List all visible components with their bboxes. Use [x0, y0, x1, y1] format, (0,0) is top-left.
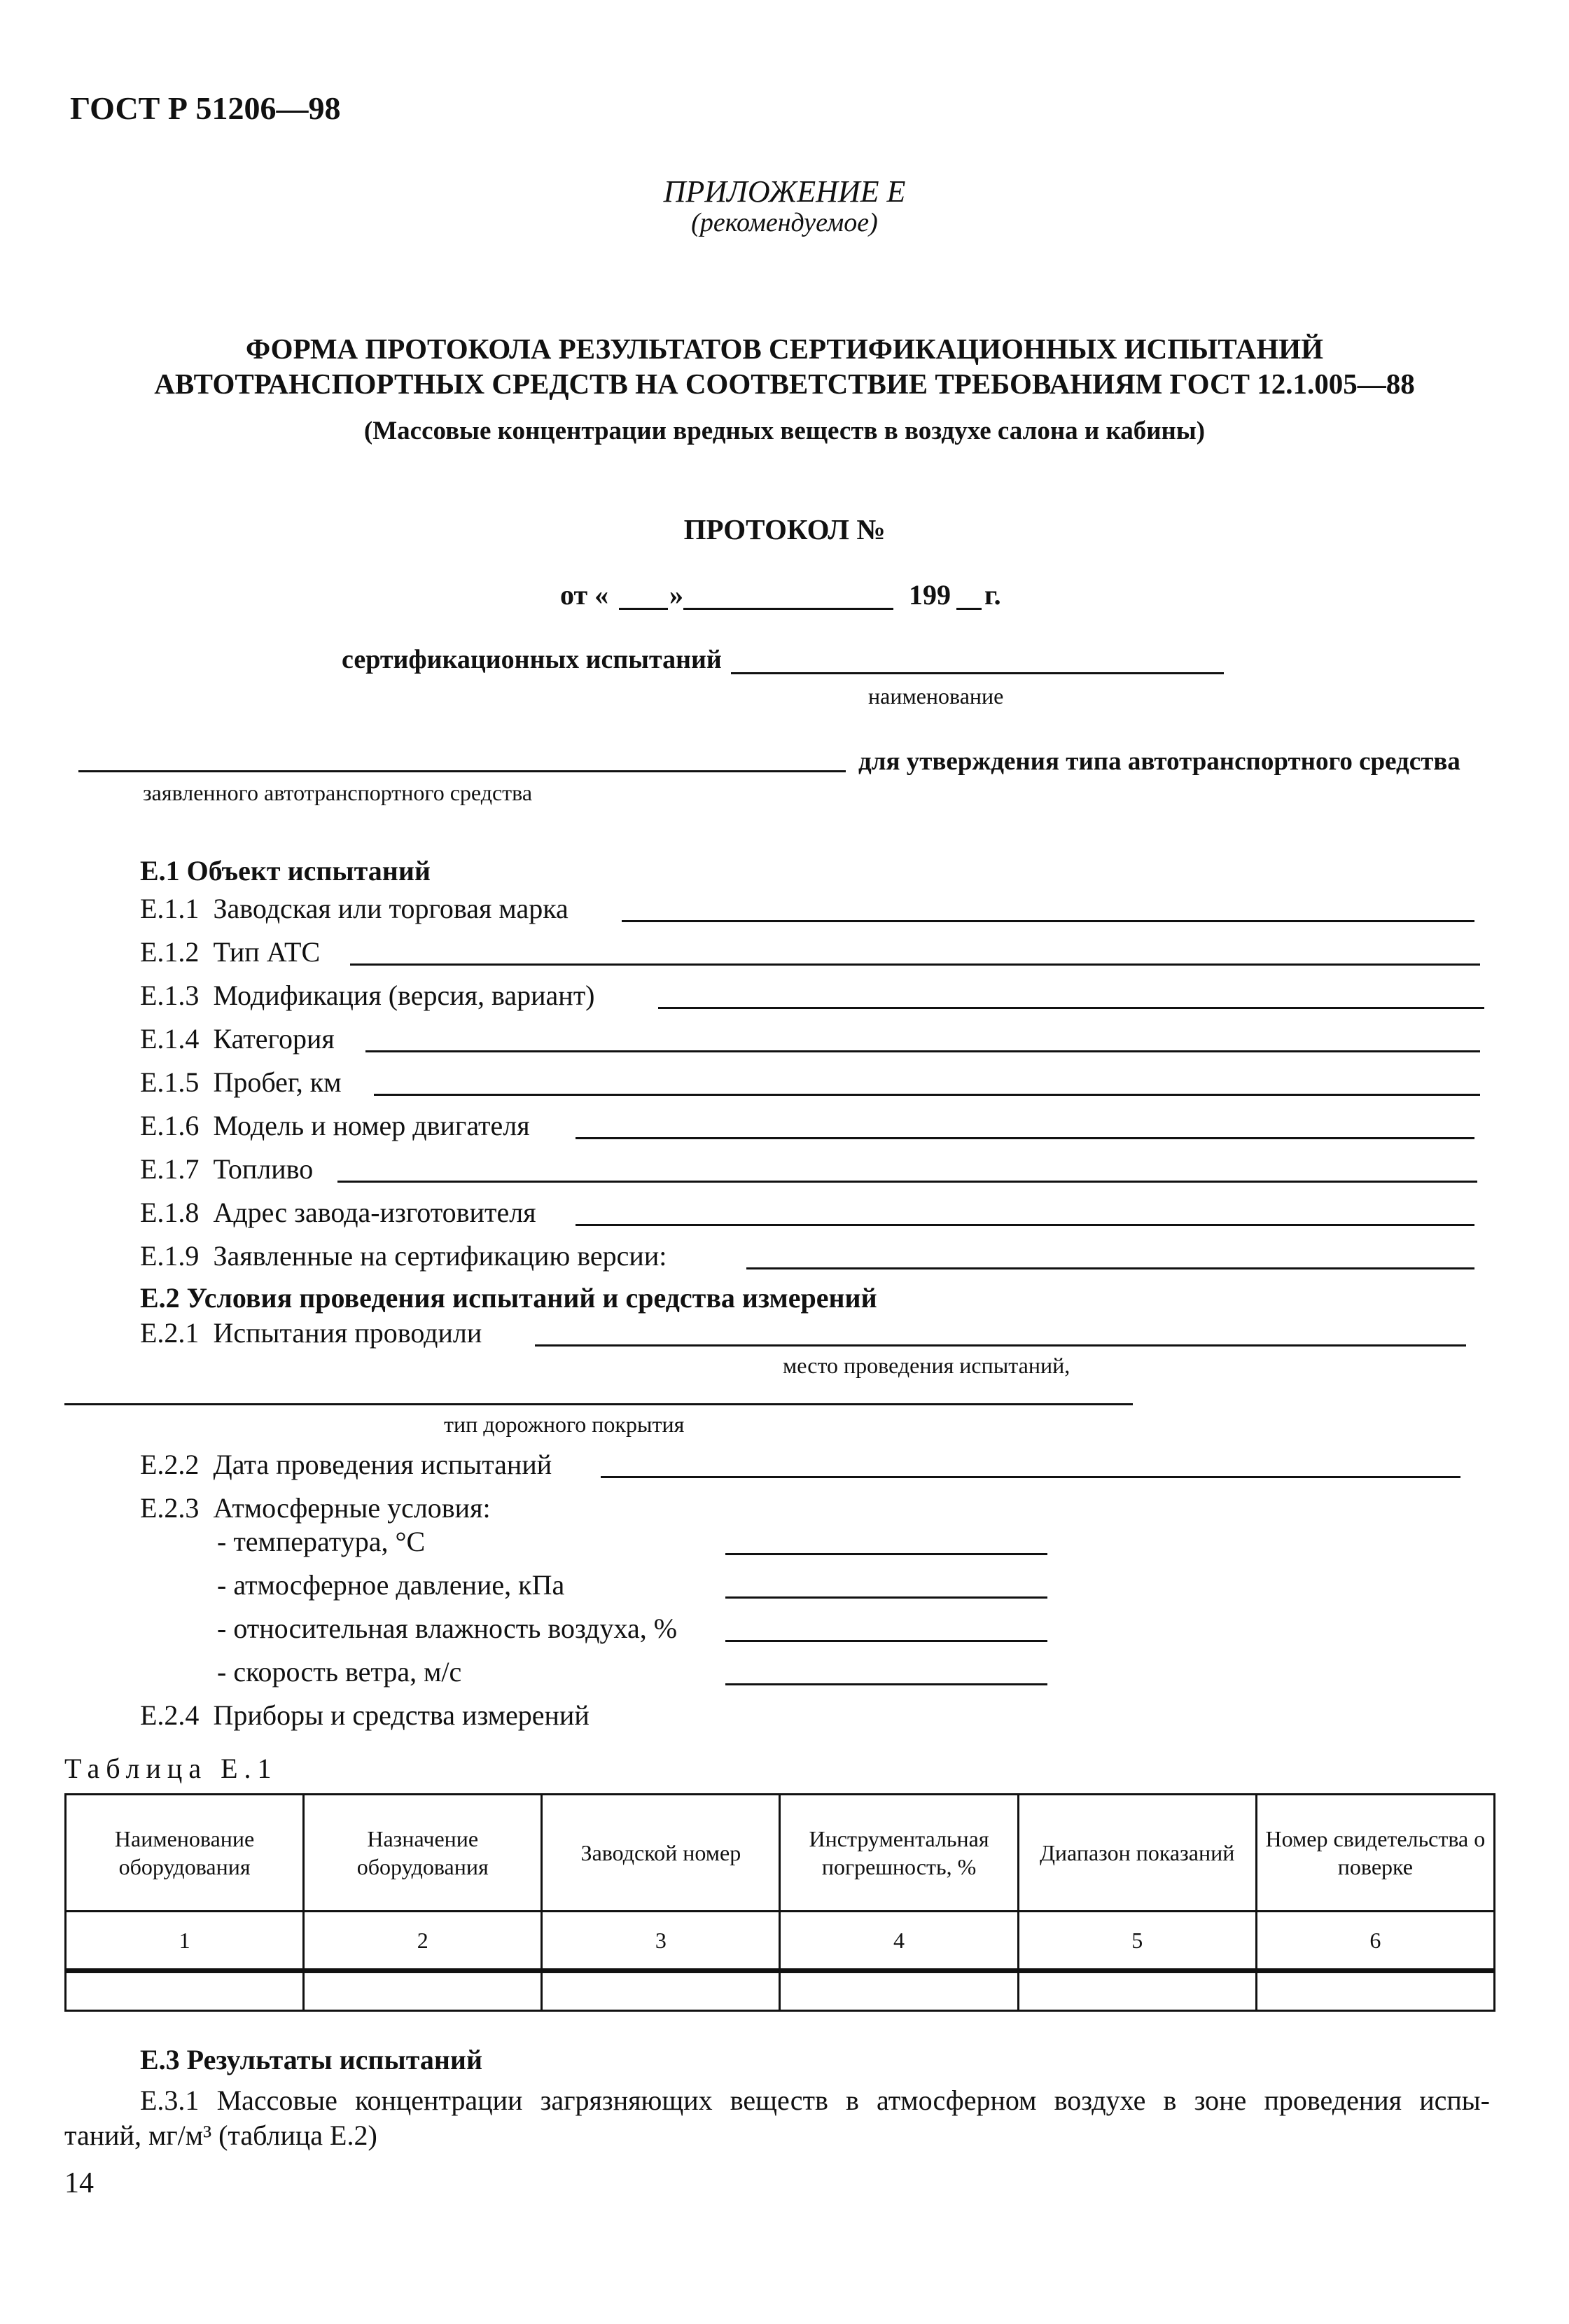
humidity-field[interactable] [725, 1640, 1047, 1642]
item-label: Модификация (версия, вариант) [213, 980, 595, 1011]
date-prefix: от « [560, 579, 609, 611]
appendix-note: (рекомендуемое) [691, 208, 878, 237]
e1-item-9 [140, 1239, 667, 1272]
table-empty-row [66, 1971, 1495, 2011]
table-cell[interactable] [1256, 1971, 1494, 2011]
vehicle-field[interactable] [78, 770, 846, 772]
tests-label: сертификационных испытаний [342, 645, 722, 674]
table-cell[interactable] [780, 1971, 1018, 2011]
page-number: 14 [64, 2167, 94, 2199]
item-number: Е.1.6 [140, 1110, 200, 1141]
e1-item-2 [140, 935, 320, 968]
e31-line2: таний, мг/м³ (таблица Е.2) [64, 2120, 377, 2151]
item-label: Топливо [213, 1153, 314, 1185]
name-caption: наименование [868, 683, 1004, 709]
item-number: Е.1.1 [140, 893, 200, 924]
item-label: Заводская или торговая марка [213, 893, 569, 924]
condition-temperature: - температура, °С [217, 1526, 426, 1557]
test-place-field[interactable] [535, 1344, 1466, 1347]
e1-item-8 [140, 1196, 536, 1229]
column-number: 4 [780, 1912, 1018, 1971]
e2-item-4 [140, 1699, 590, 1732]
item-label: Категория [213, 1023, 335, 1055]
test-date-field[interactable] [601, 1476, 1460, 1478]
mileage-field[interactable] [374, 1094, 1480, 1096]
e2-item-3 [140, 1491, 491, 1524]
form-subtitle: (Массовые концентрации вредных веществ в воздухе салона и кабины) [363, 417, 1206, 445]
section-e1-heading: Е.1 Объект испытаний [140, 855, 431, 886]
modification-field[interactable] [658, 1007, 1484, 1009]
date-quote: » [669, 579, 683, 611]
item-label: Атмосферные условия: [213, 1492, 491, 1524]
protocol-title: ПРОТОКОЛ № [683, 513, 886, 545]
condition-wind: - скорость ветра, м/с [217, 1656, 462, 1688]
item-number: Е.1.5 [140, 1066, 200, 1098]
table-cell[interactable] [304, 1971, 542, 2011]
section-e2-heading: Е.2 Условия проведения испытаний и средства измерений [140, 1282, 877, 1314]
e2-item-1 [140, 1316, 482, 1349]
item-label: Заявленные на сертификацию версии: [213, 1240, 667, 1272]
e1-item-1 [140, 892, 569, 925]
vehicle-caption: заявленного автотранспортного средства [143, 780, 533, 805]
section-e3-heading: Е.3 Результаты испытаний [140, 2044, 482, 2075]
road-surface-field[interactable] [64, 1403, 1133, 1405]
equipment-table [64, 1793, 1495, 2012]
item-number: Е.2.2 [140, 1449, 200, 1480]
table-header-cell: Назначение оборудования [304, 1795, 542, 1912]
item-number: Е.1.4 [140, 1023, 200, 1055]
item-label: Приборы и средства измерений [213, 1699, 590, 1731]
condition-pressure: - атмосферное давление, кПа [217, 1569, 565, 1601]
e1-item-6 [140, 1109, 530, 1142]
item-number: Е.1.7 [140, 1153, 200, 1185]
e1-item-4 [140, 1022, 335, 1055]
table-cell[interactable] [66, 1971, 304, 2011]
category-field[interactable] [365, 1050, 1480, 1052]
date-year: 199 [909, 579, 951, 611]
tests-name-field[interactable] [731, 672, 1224, 674]
item-number: Е.1.9 [140, 1240, 200, 1272]
item-number: Е.2.3 [140, 1492, 200, 1524]
table-header-cell: Наименование оборудования [66, 1795, 304, 1912]
engine-field[interactable] [576, 1137, 1474, 1139]
column-number: 6 [1256, 1912, 1494, 1971]
item-label: Испытания проводили [213, 1317, 482, 1349]
place-caption: место проведения испытаний, [783, 1353, 1071, 1378]
table-header-cell: Диапазон показаний [1018, 1795, 1256, 1912]
item-label: Дата проведения испытаний [213, 1449, 552, 1480]
date-year-field[interactable] [956, 608, 982, 610]
pressure-field[interactable] [725, 1596, 1047, 1599]
item-number: Е.1.2 [140, 936, 200, 968]
column-number: 5 [1018, 1912, 1256, 1971]
e1-item-7 [140, 1153, 313, 1185]
item-label: Тип АТС [213, 936, 321, 968]
temperature-field[interactable] [725, 1553, 1047, 1555]
e2-item-2 [140, 1448, 552, 1481]
condition-humidity: - относительная влажность воздуха, % [217, 1613, 678, 1644]
column-number: 2 [304, 1912, 542, 1971]
road-caption: тип дорожного покрытия [444, 1412, 685, 1437]
wind-speed-field[interactable] [725, 1683, 1047, 1685]
date-day-field[interactable] [619, 608, 668, 610]
form-title-line1: ФОРМА ПРОТОКОЛА РЕЗУЛЬТАТОВ СЕРТИФИКАЦИОННЫХ ИСПЫТАНИЙ [245, 333, 1324, 365]
e1-item-5 [140, 1066, 342, 1099]
table-e1-caption: Таблица Е.1 [64, 1753, 278, 1784]
item-label: Пробег, км [213, 1066, 342, 1098]
table-header-row [66, 1795, 1495, 1912]
item-label: Модель и номер двигателя [213, 1110, 530, 1141]
standard-number: ГОСТ Р 51206—98 [70, 90, 341, 126]
fuel-field[interactable] [337, 1181, 1477, 1183]
table-number-row [66, 1912, 1495, 1971]
date-suffix: г. [984, 579, 1001, 611]
versions-field[interactable] [746, 1267, 1474, 1269]
column-number: 3 [542, 1912, 780, 1971]
date-month-field[interactable] [683, 608, 893, 610]
brand-field[interactable] [622, 920, 1474, 922]
appendix-title: ПРИЛОЖЕНИЕ Е [663, 174, 906, 209]
form-title-line2: АВТОТРАНСПОРТНЫХ СРЕДСТВ НА СООТВЕТСТВИЕ ТРЕБОВАНИЯМ ГОСТ 12.1.005—88 [154, 368, 1415, 400]
table-cell[interactable] [1018, 1971, 1256, 2011]
item-number: Е.1.3 [140, 980, 200, 1011]
item-label: Адрес завода-изготовителя [213, 1197, 536, 1228]
column-number: 1 [66, 1912, 304, 1971]
item-number: Е.2.4 [140, 1699, 200, 1731]
table-header-cell: Заводской номер [542, 1795, 780, 1912]
item-number: Е.1.8 [140, 1197, 200, 1228]
item-number: Е.2.1 [140, 1317, 200, 1349]
e31-line1: Е.3.1 Массовые концентрации загрязняющих веществ в атмосферном воздухе в зоне проведения испы- [140, 2085, 1490, 2116]
vehicle-type-field[interactable] [350, 963, 1480, 966]
table-header-cell: Номер свидетельства о поверке [1256, 1795, 1494, 1912]
e1-item-3 [140, 979, 595, 1012]
manufacturer-address-field[interactable] [576, 1224, 1474, 1226]
approval-label: для утверждения типа автотранспортного средства [858, 747, 1460, 776]
table-header-cell: Инструментальная погрешность, % [780, 1795, 1018, 1912]
table-cell[interactable] [542, 1971, 780, 2011]
